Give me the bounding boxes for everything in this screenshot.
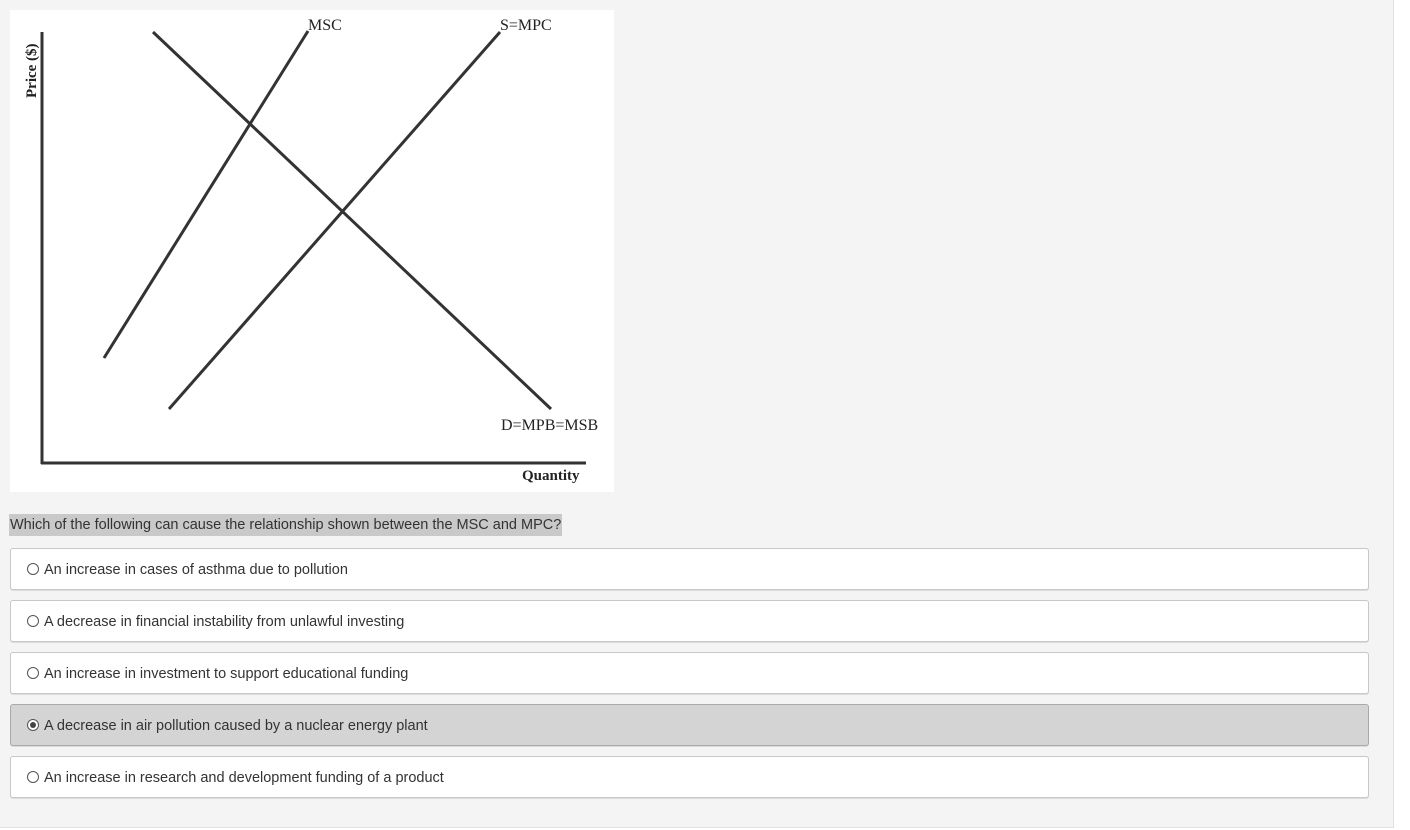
answer-option[interactable] <box>10 600 1369 642</box>
radio-button[interactable] <box>27 563 39 575</box>
answer-option-label: An increase in investment to support educational funding <box>44 666 409 682</box>
demand-curve <box>153 32 551 409</box>
supply-label: S=MPC <box>500 17 552 34</box>
msc-curve <box>104 31 308 358</box>
radio-button[interactable] <box>27 719 39 731</box>
answer-option-label: A decrease in financial instability from unlawful investing <box>44 614 405 630</box>
answer-option[interactable] <box>10 704 1369 746</box>
graph-svg <box>10 10 614 492</box>
economics-graph <box>10 10 614 492</box>
answer-option[interactable] <box>10 548 1369 590</box>
y-axis-label: Price ($) <box>24 43 40 98</box>
radio-button[interactable] <box>27 615 39 627</box>
answer-option-label: A decrease in air pollution caused by a nuclear energy plant <box>44 718 428 734</box>
answer-option[interactable] <box>10 756 1369 798</box>
answer-option-label: An increase in research and development funding of a product <box>44 770 444 786</box>
question-text: Which of the following can cause the relationship shown between the MSC and MPC? <box>9 514 562 536</box>
msc-label: MSC <box>308 17 342 34</box>
answer-option[interactable] <box>10 652 1369 694</box>
x-axis-label: Quantity <box>522 468 580 484</box>
demand-label: D=MPB=MSB <box>501 417 599 434</box>
radio-button[interactable] <box>27 771 39 783</box>
answer-option-label: An increase in cases of asthma due to pollution <box>44 562 348 578</box>
radio-button[interactable] <box>27 667 39 679</box>
supply-curve <box>169 32 500 409</box>
